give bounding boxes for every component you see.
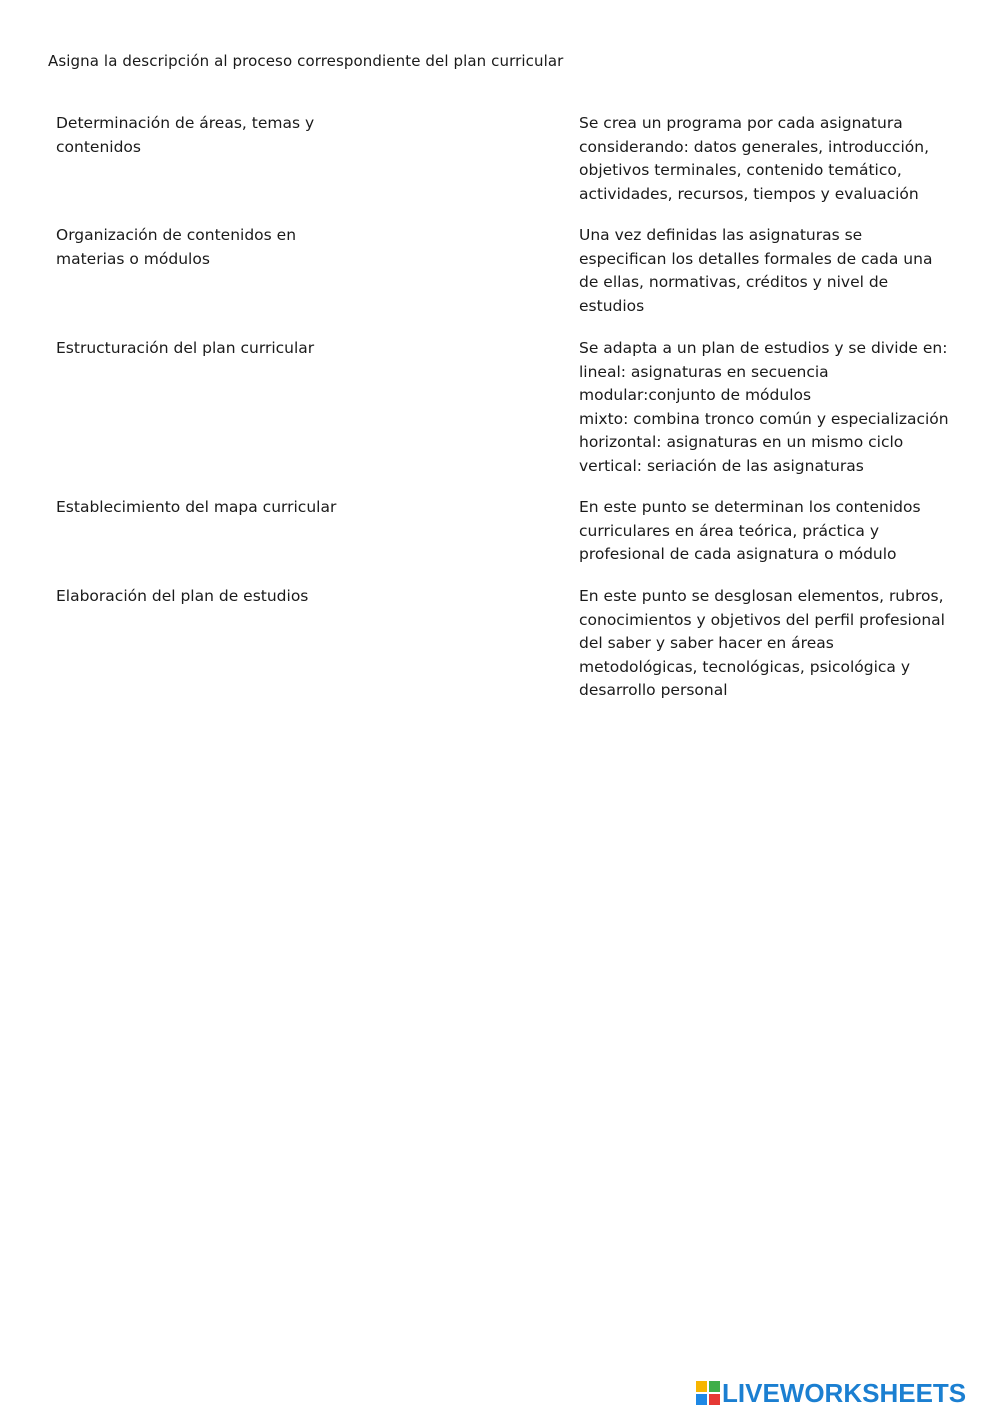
process-item-3[interactable]: Estructuración del plan curricular [56, 339, 315, 357]
description-item-5[interactable]: En este punto se desglosan elementos, rubros, conocimientos y objetivos del perfil profesional del saber y saber hacer en áreas metodológicas, tecnológicas, psicológica y desarrollo personal [579, 587, 945, 699]
liveworksheets-brand [696, 1378, 966, 1408]
instructions-text: Asigna la descripción al proceso correspondiente del plan curricular [48, 52, 564, 70]
liveworksheets-logo-icon [696, 1381, 720, 1405]
description-item-1[interactable]: Se crea un programa por cada asignatura considerando: datos generales, introducción, objetivos terminales, contenido temático, actividades, recursos, tiempos y evaluación [579, 114, 929, 203]
process-item-2[interactable]: Organización de contenidos en materias o módulos [56, 226, 297, 268]
description-item-4[interactable]: En este punto se determinan los contenidos curriculares en área teórica, práctica y profesional de cada asignatura o módulo [579, 498, 921, 563]
description-item-2[interactable]: Una vez definidas las asignaturas se especifican los detalles formales de cada una de ellas, normativas, créditos y nivel de estudios [579, 226, 933, 315]
process-item-5[interactable]: Elaboración del plan de estudios [56, 587, 309, 605]
description-item-3[interactable]: Se adapta a un plan de estudios y se divide en: lineal: asignaturas en secuencia modular:conjunto de módulos mixto: combina tronco común y especialización horizontal: asignaturas en un mismo ciclo vertical: seriación de las asignaturas [579, 339, 949, 475]
brand-text: LIVEWORKSHEETS [722, 1378, 967, 1408]
process-item-4[interactable]: Establecimiento del mapa curricular [56, 498, 337, 516]
process-item-1[interactable]: Determinación de áreas, temas y contenidos [56, 114, 315, 156]
